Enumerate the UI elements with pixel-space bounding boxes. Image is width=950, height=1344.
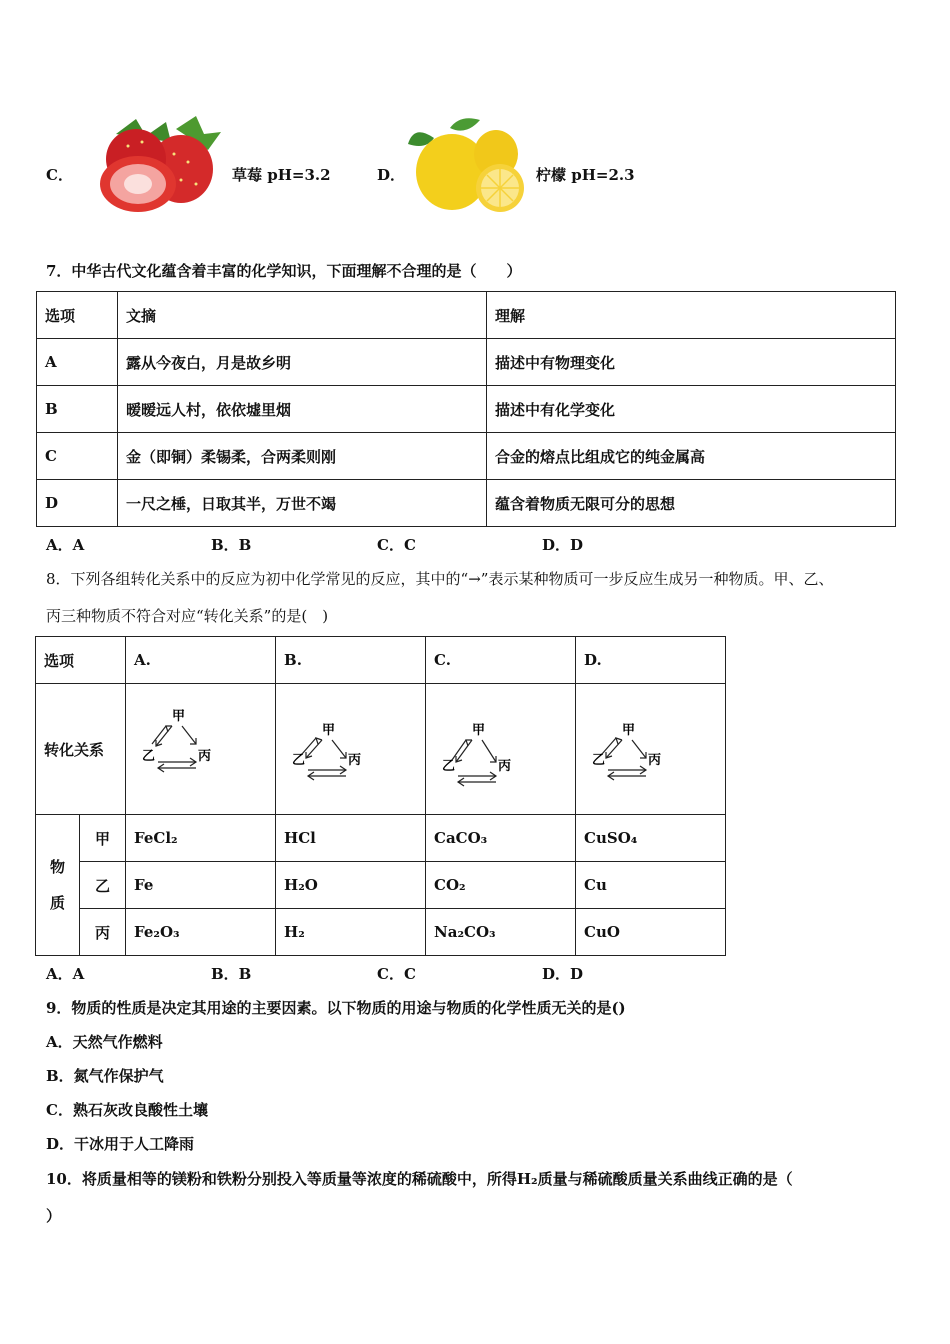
- q8-cell: FeCl₂: [126, 815, 276, 862]
- q8-cell: CuO: [576, 909, 726, 956]
- q7-answer-a[interactable]: A．A: [46, 536, 85, 554]
- q7-header-excerpt: 文摘: [118, 292, 487, 339]
- q7-cell: A: [37, 339, 118, 386]
- q8-header-c: C.: [426, 637, 576, 684]
- q10-stem-line2: ）: [46, 1207, 62, 1225]
- q7-cell: 描述中有物理变化: [487, 339, 896, 386]
- diagram-node-right: 丙: [348, 753, 362, 768]
- q8-answer-c[interactable]: C．C: [377, 965, 416, 983]
- diagram-node-top: 甲: [322, 723, 336, 738]
- q8-material-label-1: 物: [49, 858, 65, 876]
- q7-cell: 蕴含着物质无限可分的思想: [487, 480, 896, 527]
- q8-row-label: 乙: [80, 862, 126, 909]
- diagram-node-right: 丙: [648, 753, 662, 768]
- q8-material-label-2: 质: [49, 894, 65, 912]
- q7-cell: 合金的熔点比组成它的纯金属高: [487, 433, 896, 480]
- diagram-node-top: 甲: [622, 723, 636, 738]
- diagram-node-top: 甲: [172, 709, 186, 724]
- table-row: [37, 339, 896, 386]
- q8-material-label: [36, 815, 80, 956]
- q9-option-b[interactable]: B．氮气作保护气: [46, 1067, 164, 1085]
- q8-row-label: 甲: [80, 815, 126, 862]
- q8-diagram-cell: [126, 684, 276, 815]
- table-row: [37, 433, 896, 480]
- table-row: [36, 815, 726, 862]
- q8-relation-label: 转化关系: [36, 684, 126, 815]
- q8-cell: H₂O: [276, 862, 426, 909]
- table-row: [36, 637, 726, 684]
- q9-stem: 9．物质的性质是决定其用途的主要因素。以下物质的用途与物质的化学性质无关的是(): [46, 999, 626, 1017]
- q8-cell: CuSO₄: [576, 815, 726, 862]
- conversion-diagram-d: [584, 702, 694, 792]
- q7-table: [36, 291, 896, 527]
- strawberry-image: [76, 114, 224, 214]
- q8-cell: Fe₂O₃: [126, 909, 276, 956]
- q8-cell: CaCO₃: [426, 815, 576, 862]
- table-row: [37, 292, 896, 339]
- q7-cell: B: [37, 386, 118, 433]
- q8-cell: Na₂CO₃: [426, 909, 576, 956]
- conversion-diagram-a: [134, 702, 244, 792]
- q8-cell: Fe: [126, 862, 276, 909]
- q7-cell: 描述中有化学变化: [487, 386, 896, 433]
- table-row: [37, 480, 896, 527]
- q8-header-a: A.: [126, 637, 276, 684]
- conversion-diagram-c: [434, 702, 544, 792]
- q8-cell: HCl: [276, 815, 426, 862]
- q8-cell: CO₂: [426, 862, 576, 909]
- q8-answer-a[interactable]: A．A: [46, 965, 85, 983]
- q7-stem: 7．中华古代文化蕴含着丰富的化学知识，下面理解不合理的是（ ）: [46, 262, 522, 280]
- diagram-node-right: 丙: [498, 759, 512, 774]
- conversion-diagram-b: [284, 702, 394, 792]
- q7-answer-b[interactable]: B．B: [211, 536, 252, 554]
- q7-cell: 金（即铜）柔锡柔，合两柔则刚: [118, 433, 487, 480]
- q9-option-a[interactable]: A．天然气作燃料: [46, 1033, 163, 1051]
- q8-row-label: 丙: [80, 909, 126, 956]
- option-c-letter: C．: [46, 166, 73, 184]
- diagram-node-right: 丙: [198, 749, 212, 764]
- q7-cell: 暧暧远人村，依依墟里烟: [118, 386, 487, 433]
- q7-cell: D: [37, 480, 118, 527]
- table-row: [36, 684, 726, 815]
- q7-cell: C: [37, 433, 118, 480]
- diagram-node-left: 乙: [442, 759, 456, 774]
- q8-answer-b[interactable]: B．B: [211, 965, 252, 983]
- strawberry-ph-label: 草莓 pH=3.2: [232, 166, 331, 184]
- q8-answer-d[interactable]: D．D: [542, 965, 584, 983]
- q8-header-b: B.: [276, 637, 426, 684]
- q7-cell: 一尺之棰，日取其半，万世不竭: [118, 480, 487, 527]
- q7-header-option: 选项: [37, 292, 118, 339]
- q8-stem-line1: 8．下列各组转化关系中的反应为初中化学常见的反应，其中的“→”表示某种物质可一步反应生成另一种物质。甲、乙、: [46, 570, 834, 588]
- q7-header-understanding: 理解: [487, 292, 896, 339]
- q8-stem-line2: 丙三种物质不符合对应“转化关系”的是( ): [46, 607, 329, 625]
- q7-cell: 露从今夜白，月是故乡明: [118, 339, 487, 386]
- q9-option-d[interactable]: D．干冰用于人工降雨: [46, 1135, 195, 1153]
- diagram-node-top: 甲: [472, 723, 486, 738]
- q8-diagram-cell: [276, 684, 426, 815]
- q8-header-option: 选项: [36, 637, 126, 684]
- diagram-node-left: 乙: [592, 753, 606, 768]
- q7-answer-d[interactable]: D．D: [542, 536, 584, 554]
- q8-diagram-cell: [426, 684, 576, 815]
- q8-answer-options: [46, 963, 746, 983]
- q8-diagram-cell: [576, 684, 726, 815]
- q8-header-d: D.: [576, 637, 726, 684]
- table-row: [37, 386, 896, 433]
- table-row: [36, 862, 726, 909]
- option-d-letter: D．: [377, 166, 406, 184]
- q8-cell: Cu: [576, 862, 726, 909]
- lemon-image: [404, 114, 528, 214]
- diagram-node-left: 乙: [292, 753, 306, 768]
- q8-table: [35, 636, 726, 956]
- diagram-node-left: 乙: [142, 749, 156, 764]
- q10-stem-line1: 10．将质量相等的镁粉和铁粉分别投入等质量等浓度的稀硫酸中，所得H₂质量与稀硫酸质量关系曲线正确的是（: [46, 1170, 793, 1188]
- lemon-ph-label: 柠檬 pH=2.3: [536, 166, 635, 184]
- table-row: [36, 909, 726, 956]
- q9-option-c[interactable]: C．熟石灰改良酸性土壤: [46, 1101, 208, 1119]
- q7-answer-options: [46, 534, 746, 554]
- q7-answer-c[interactable]: C．C: [377, 536, 416, 554]
- q8-cell: H₂: [276, 909, 426, 956]
